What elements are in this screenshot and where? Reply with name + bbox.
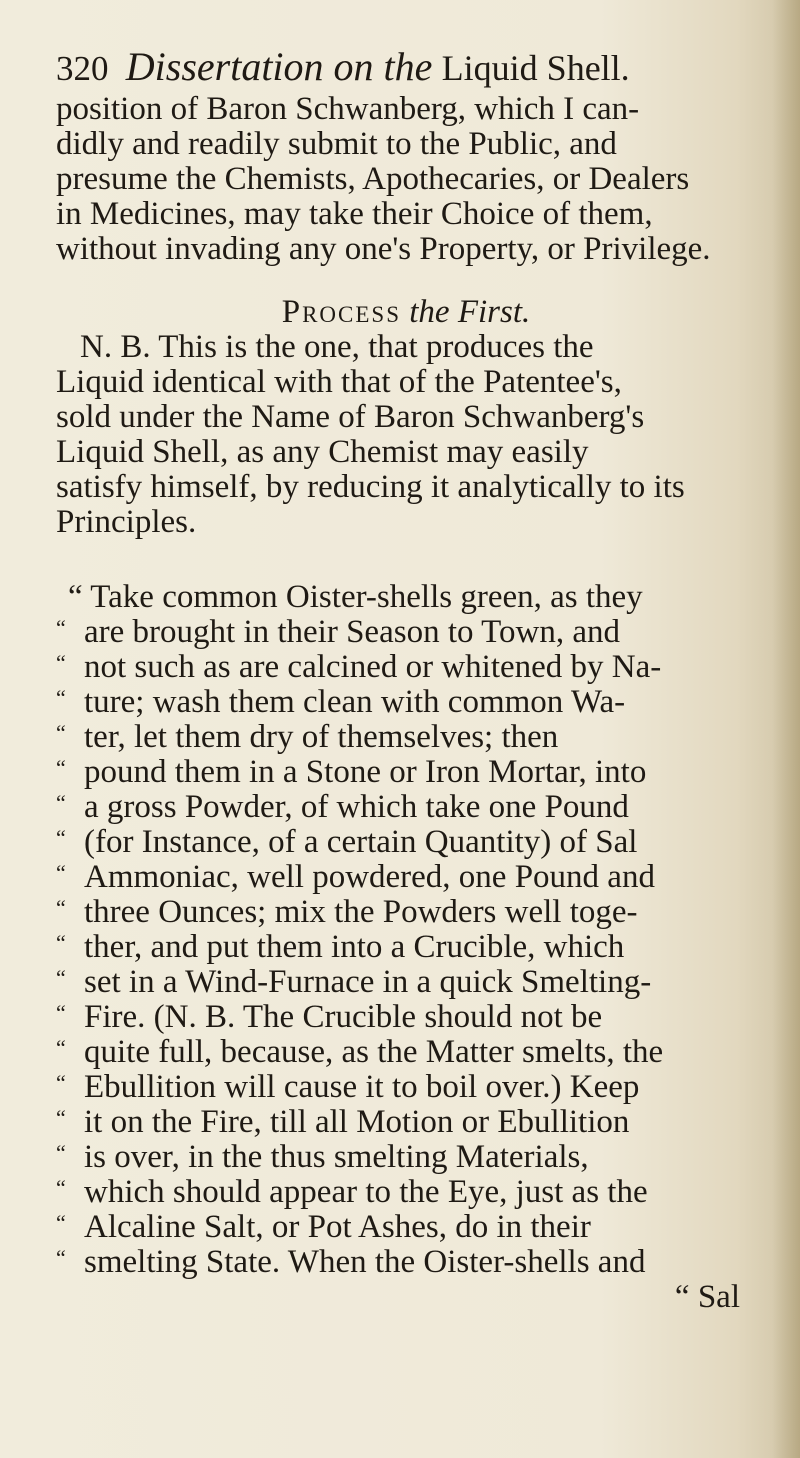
process-heading-italic: the First.	[409, 294, 531, 330]
text-line: satisfy himself, by reducing it analytically to its	[56, 469, 685, 505]
quote-mark: “	[56, 1175, 66, 1200]
quote-mark: “	[56, 895, 66, 920]
quote-line: “ it on the Fire, till all Motion or Ebullition	[56, 1104, 630, 1140]
quote-mark: “	[56, 1035, 66, 1060]
process-heading	[56, 295, 756, 330]
quote-mark: “	[56, 1140, 66, 1165]
quote-mark: “	[56, 1000, 66, 1025]
text-line: presume the Chemists, Apothecaries, or Dealers	[56, 161, 690, 197]
catchword: “ Sal	[674, 1279, 740, 1315]
text-line: didly and readily submit to the Public, and	[56, 126, 617, 162]
quote-mark: “	[56, 825, 66, 850]
quote-line: “ three Ounces; mix the Powders well toge-	[56, 894, 638, 930]
quote-line: “ ture; wash them clean with common Wa-	[56, 684, 626, 720]
quote-mark: “	[56, 1210, 66, 1235]
quote-mark: “	[56, 860, 66, 885]
page-number: 320	[56, 49, 109, 88]
nb-paragraph	[56, 330, 756, 540]
quote-mark: “	[56, 1245, 66, 1270]
quote-line: “ not such as are calcined or whitened by Na-	[56, 649, 662, 685]
quote-line: “ Fire. (N. B. The Crucible should not be	[56, 999, 603, 1035]
quote-line: “ Alcaline Salt, or Pot Ashes, do in their	[56, 1209, 591, 1245]
quote-line: “ ther, and put them into a Crucible, which	[56, 929, 625, 965]
quote-line: “ set in a Wind-Furnace in a quick Smelting-	[56, 964, 652, 1000]
quote-line: “ are brought in their Season to Town, and	[56, 614, 620, 650]
quote-mark: “	[56, 790, 66, 815]
running-header	[56, 42, 756, 92]
header-title-italic: Dissertation on the	[125, 44, 433, 89]
text-line: Principles.	[56, 504, 197, 540]
quote-line: “ ter, let them dry of themselves; then	[56, 719, 559, 755]
quote-line: “ (for Instance, of a certain Quantity) of Sal	[56, 824, 638, 860]
quote-mark: “	[56, 720, 66, 745]
quote-mark: “	[56, 1070, 66, 1095]
quote-mark: “	[56, 1105, 66, 1130]
quoted-recipe	[56, 580, 756, 1280]
quote-mark: “	[56, 755, 66, 780]
page-text	[56, 42, 756, 1315]
text-line: N. B. This is the one, that produces the	[80, 329, 594, 365]
text-line: without invading any one's Property, or Privilege.	[56, 231, 711, 267]
header-title-roman: Liquid Shell.	[441, 48, 630, 88]
quote-mark: “	[56, 685, 66, 710]
quote-line: “ Take common Oister-shells green, as they	[68, 579, 643, 615]
quote-line: “ which should appear to the Eye, just as the	[56, 1174, 648, 1210]
quote-line: “ a gross Powder, of which take one Pound	[56, 789, 629, 825]
paragraph-1	[56, 92, 756, 267]
quote-line: “ Ebullition will cause it to boil over.) Keep	[56, 1069, 640, 1105]
quote-line: “ pound them in a Stone or Iron Mortar, into	[56, 754, 647, 790]
quote-mark: “	[56, 650, 66, 675]
text-line: position of Baron Schwanberg, which I can-	[56, 91, 640, 127]
quote-line: “ smelting State. When the Oister-shells and	[56, 1244, 646, 1280]
text-line: Liquid Shell, as any Chemist may easily	[56, 434, 589, 470]
text-line: in Medicines, may take their Choice of them,	[56, 196, 653, 232]
quote-mark: “	[56, 930, 66, 955]
header-title	[125, 44, 630, 89]
quote-mark: “	[56, 615, 66, 640]
text-line: Liquid identical with that of the Patentee's,	[56, 364, 622, 400]
quote-line: “ quite full, because, as the Matter smelts, the	[56, 1034, 664, 1070]
process-heading-label: Process	[281, 294, 402, 330]
quote-mark: “	[56, 965, 66, 990]
quote-line: “ is over, in the thus smelting Materials,	[56, 1139, 589, 1175]
quote-line: “ Ammoniac, well powdered, one Pound and	[56, 859, 655, 895]
text-line: sold under the Name of Baron Schwanberg's	[56, 399, 645, 435]
